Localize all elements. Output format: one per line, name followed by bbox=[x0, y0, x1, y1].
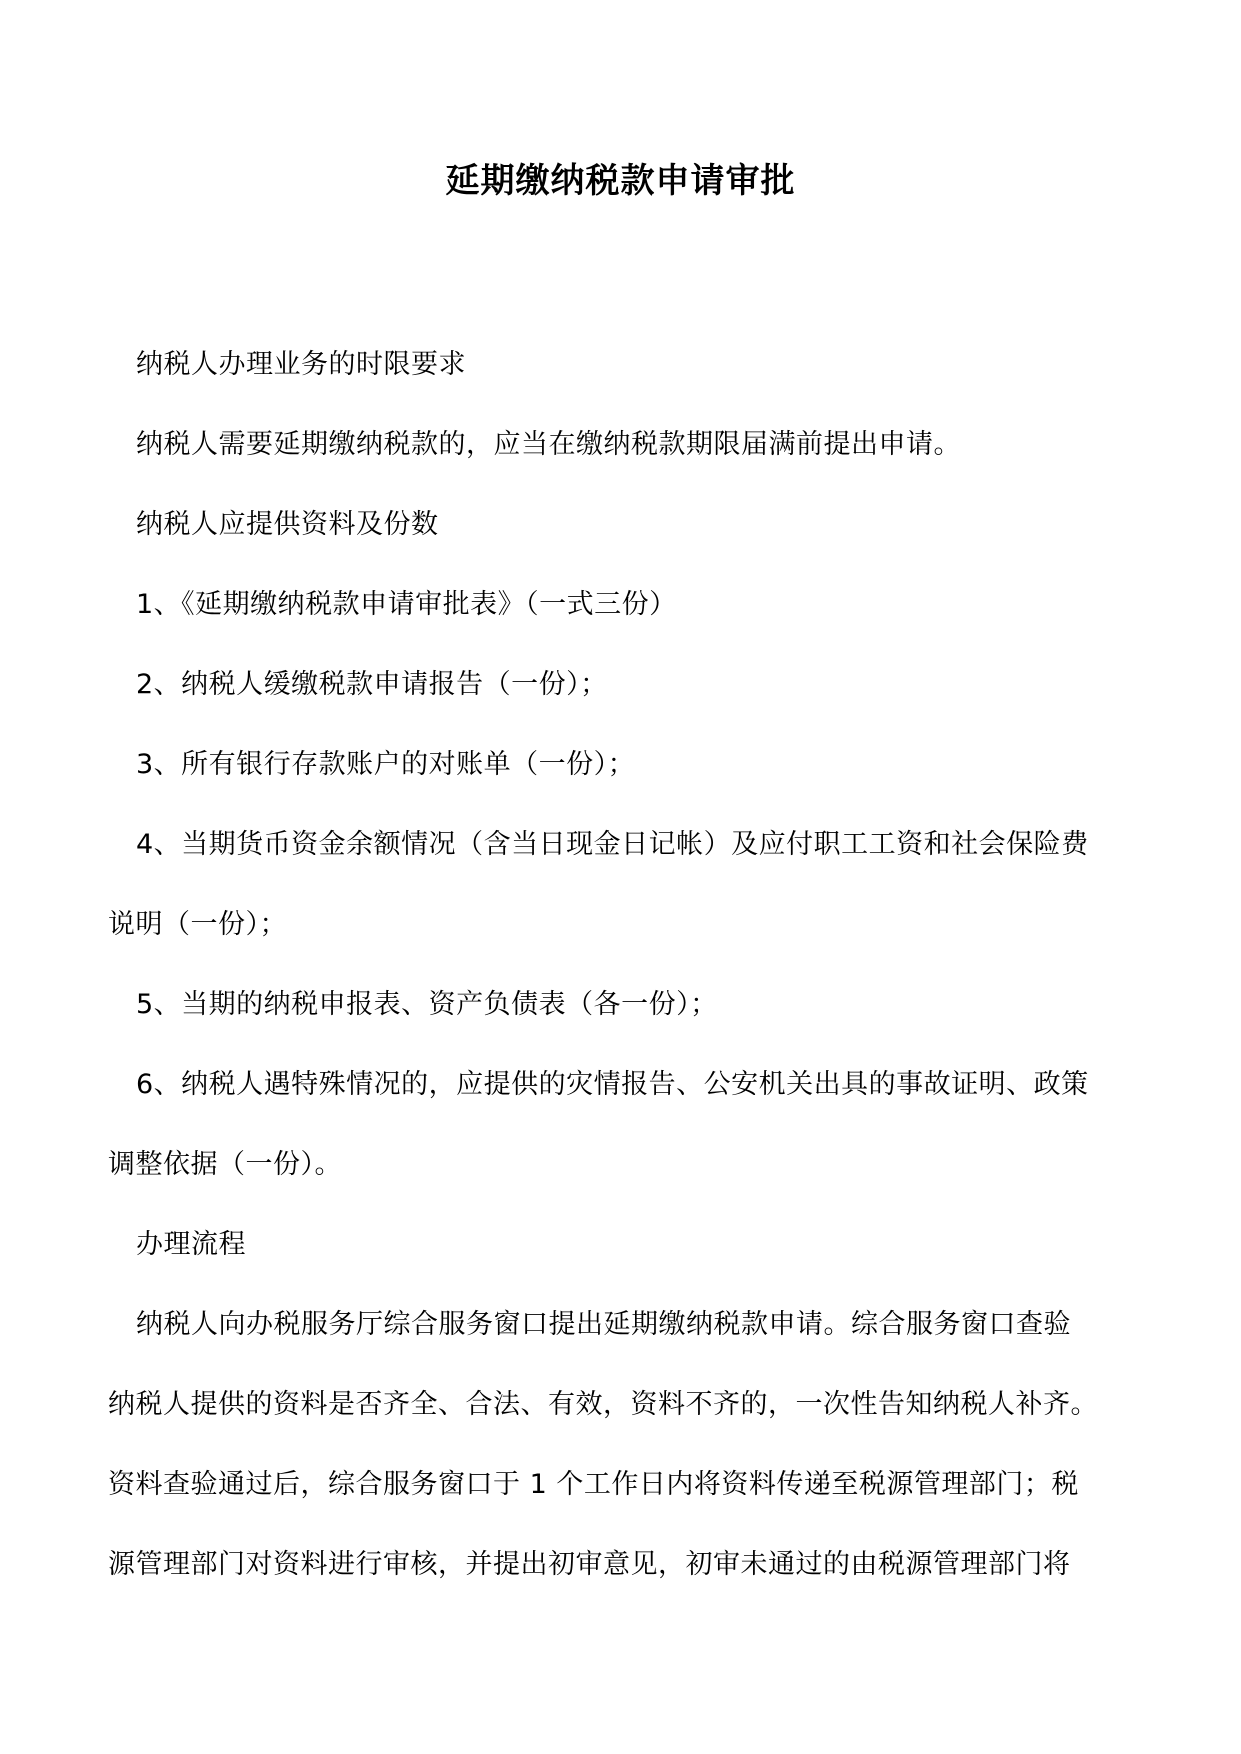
list-item-6: 6、纳税人遇特殊情况的，应提供的灾情报告、公安机关出具的事故证明、政策 bbox=[136, 1069, 1089, 1100]
paragraph-process-line-1: 纳税人向办税服务厅综合服务窗口提出延期缴纳税款申请。综合服务窗口查验 bbox=[136, 1309, 1071, 1340]
list-item-5: 5、当期的纳税申报表、资产负债表（各一份）； bbox=[136, 989, 718, 1020]
paragraph-process-line-3: 资料查验通过后，综合服务窗口于 1 个工作日内将资料传递至税源管理部门；税 bbox=[108, 1469, 1079, 1500]
paragraph-process-line-2: 纳税人提供的资料是否齐全、合法、有效，资料不齐的，一次性告知纳税人补齐。 bbox=[108, 1389, 1098, 1420]
section-heading-process: 办理流程 bbox=[136, 1229, 246, 1260]
list-item-1: 1、《延期缴纳税款申请审批表》（一式三份） bbox=[136, 589, 677, 620]
list-item-2: 2、纳税人缓缴税款申请报告（一份）； bbox=[136, 669, 608, 700]
section-heading-time-limit: 纳税人办理业务的时限要求 bbox=[136, 349, 466, 380]
list-item-3: 3、所有银行存款账户的对账单（一份）； bbox=[136, 749, 636, 780]
document-title: 延期缴纳税款申请审批 bbox=[445, 161, 796, 201]
section-heading-materials: 纳税人应提供资料及份数 bbox=[136, 509, 439, 540]
paragraph-time-limit: 纳税人需要延期缴纳税款的，应当在缴纳税款期限届满前提出申请。 bbox=[136, 429, 961, 460]
paragraph-process-line-4: 源管理部门对资料进行审核，并提出初审意见，初审未通过的由税源管理部门将 bbox=[108, 1549, 1071, 1580]
list-item-4-continued: 说明（一份）； bbox=[108, 909, 287, 940]
list-item-4: 4、当期货币资金余额情况（含当日现金日记帐）及应付职工工资和社会保险费 bbox=[136, 829, 1089, 860]
list-item-6-continued: 调整依据（一份）。 bbox=[108, 1149, 342, 1180]
